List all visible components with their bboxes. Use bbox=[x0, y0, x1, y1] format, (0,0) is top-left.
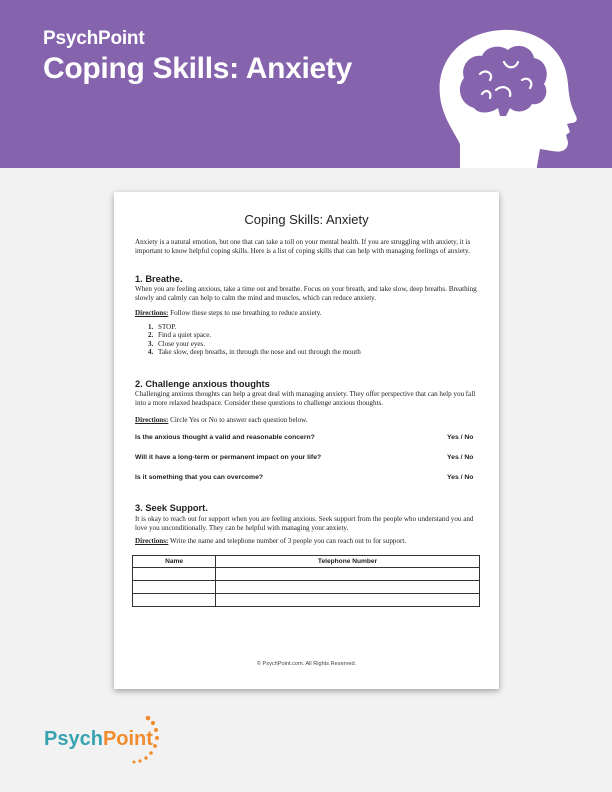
list-item: 3. Close your eyes. bbox=[148, 339, 206, 348]
list-item: 1. STOP. bbox=[148, 323, 177, 331]
header-banner bbox=[0, 0, 612, 168]
directions-text: Write the name and telephone number of 3 people you can reach out to for support. bbox=[170, 537, 407, 545]
section-support-heading: 3. Seek Support. bbox=[135, 503, 208, 513]
table-cell-telephone bbox=[216, 581, 480, 594]
yes-no-option: Yes / No bbox=[447, 434, 474, 441]
directions-label: Directions: bbox=[135, 416, 169, 424]
column-header-telephone: Telephone Number bbox=[216, 556, 480, 568]
section-challenge-directions bbox=[135, 416, 481, 425]
breathing-steps-list bbox=[148, 323, 361, 357]
intro-paragraph: Anxiety is a natural emotion, but one that can take a toll on your mental health. If you are struggling with anxiety, it is important to know helpful coping skills. Here is a list of coping skills that can help with managing feelings of anxiety. bbox=[135, 238, 471, 255]
list-item: 2. Find a quiet space. bbox=[148, 331, 212, 340]
table-header-row bbox=[133, 556, 480, 568]
directions-text: Circle Yes or No to answer each question below. bbox=[170, 416, 308, 424]
section-breathe-heading: 1. Breathe. bbox=[135, 274, 183, 284]
section-support-directions bbox=[135, 537, 481, 546]
section-challenge-body: Challenging anxious thoughts can help a great deal with managing anxiety. They offer perspective that can help you fall into a more relaxed headspace. Consider these questions to challenge anxious thoughts. bbox=[135, 390, 476, 407]
copyright-footer: © PsychPoint.com. All Rights Reserved. bbox=[256, 661, 357, 667]
table-row bbox=[133, 594, 480, 607]
section-breathe-directions bbox=[135, 309, 481, 318]
section-support-body: It is okay to reach out for support when you are feeling anxious. Seek support from the people who understand you and love you unconditionally. They can be helpful with managing your anxiety. bbox=[135, 515, 474, 532]
table-cell-name bbox=[133, 581, 216, 594]
brand-name: PsychPoint bbox=[43, 28, 145, 49]
section-challenge-heading: 2. Challenge anxious thoughts bbox=[135, 379, 270, 389]
head-silhouette-with-brain-icon bbox=[420, 4, 590, 168]
table-row bbox=[133, 581, 480, 594]
table-cell-name bbox=[133, 594, 216, 607]
logo-text-point: Point bbox=[102, 728, 153, 750]
logo-text-psych: Psych bbox=[44, 728, 103, 750]
table-cell-telephone bbox=[216, 568, 480, 581]
question-overcome: Is it something that you can overcome? bbox=[135, 474, 264, 481]
list-item: 4. Take slow, deep breaths, in through the nose and out through the mouth bbox=[148, 348, 361, 357]
table-cell-name bbox=[133, 568, 216, 581]
worksheet-preview bbox=[114, 192, 499, 689]
section-breathe-body: When you are feeling anxious, take a time out and breathe. Focus on your breath, and take slow, deep breaths. Breathing slowly and calmly can help to calm the mind and muscles, which can reduce anxiety. bbox=[135, 285, 477, 302]
directions-text: Follow these steps to use breathing to reduce anxiety. bbox=[170, 309, 322, 317]
table-cell-telephone bbox=[216, 594, 480, 607]
directions-label: Directions: bbox=[135, 537, 169, 545]
directions-label: Directions: bbox=[135, 309, 169, 317]
worksheet-title: Coping Skills: Anxiety bbox=[244, 212, 369, 227]
question-valid-concern: Is the anxious thought a valid and reasonable concern? bbox=[135, 434, 315, 441]
dots-arc-icon bbox=[132, 714, 160, 768]
table-row bbox=[133, 568, 480, 581]
question-long-term-impact: Will it have a long-term or permanent impact on your life? bbox=[135, 454, 322, 461]
support-contacts-table bbox=[132, 555, 480, 607]
yes-no-option: Yes / No bbox=[447, 474, 474, 481]
column-header-name: Name bbox=[133, 556, 216, 568]
yes-no-option: Yes / No bbox=[447, 454, 474, 461]
page-title: Coping Skills: Anxiety bbox=[43, 52, 353, 85]
